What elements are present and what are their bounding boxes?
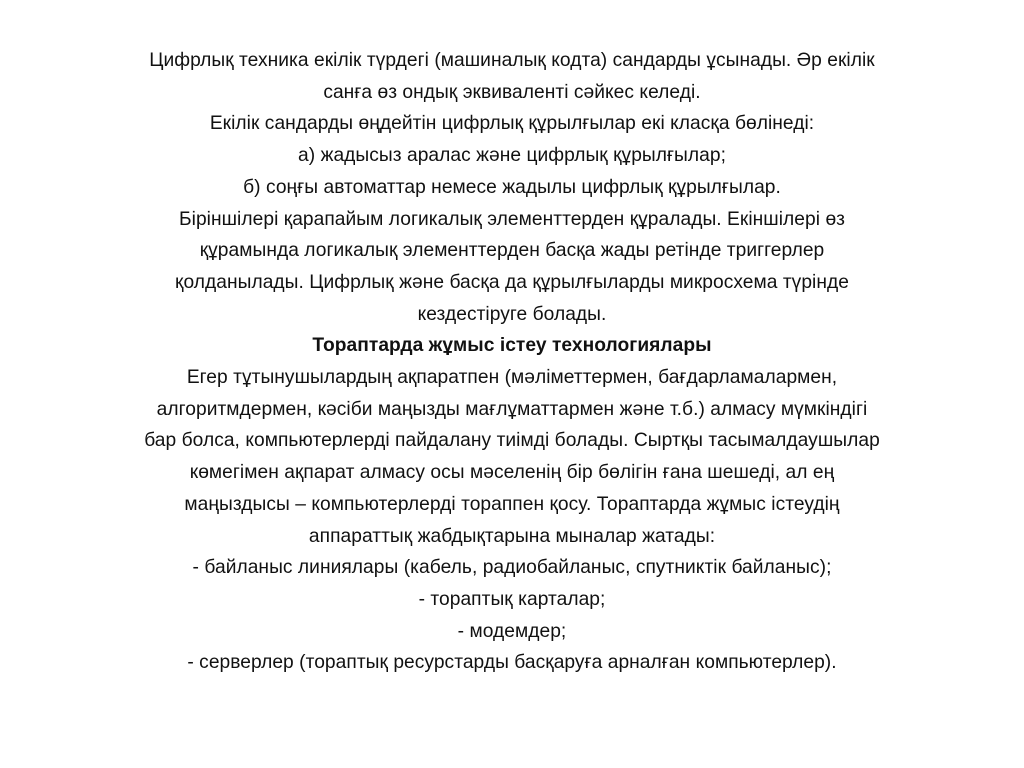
text-line: Екілік сандарды өңдейтін цифрлық құрылғылар екі класқа бөлінеді: bbox=[209, 113, 815, 135]
text-line: Цифрлық техника екілік түрдегі (машиналық кодта) сандарды ұсынады. Әр екілік bbox=[149, 50, 875, 71]
text-line: бар болса, компьютерлерді пайдалану тиімді болады. Сыртқы тасымалдаушылар bbox=[144, 430, 880, 452]
text-line: көмегімен ақпарат алмасу осы мәселенің бір бөлігін ғана шешеді, ал ең bbox=[189, 462, 835, 484]
text-line: санға өз ондық эквиваленті сәйкес келеді. bbox=[323, 81, 701, 103]
text-line: қолданылады. Цифрлық және басқа да құрылғыларды микросхема түрінде bbox=[175, 271, 849, 293]
text-line: аппараттық жабдықтарына мыналар жатады: bbox=[308, 525, 716, 547]
text-line: кездестіруге болады. bbox=[417, 303, 607, 325]
list-item: - модемдер; bbox=[457, 620, 567, 642]
text-line: алгоритмдермен, кәсіби маңызды мағлұматтармен және т.б.) алмасу мүмкіндігі bbox=[156, 398, 868, 420]
text-line: маңыздысы – компьютерлерді тораппен қосу. Тораптарда жұмыс істеудің bbox=[184, 493, 840, 515]
text-line: Егер тұтынушылардың ақпаратпен (мәліметтермен, бағдарламалармен, bbox=[186, 367, 838, 389]
list-item: - серверлер (тораптық ресурстарды басқаруға арналған компьютерлер). bbox=[187, 652, 837, 674]
list-item: - байланыс линиялары (кабель, радиобайланыс, спутниктік байланыс); bbox=[192, 557, 832, 579]
list-item: а) жадысыз аралас және цифрлық құрылғылар; bbox=[298, 145, 726, 167]
list-item: б) соңғы автоматтар немесе жадылы цифрлық құрылғылар. bbox=[243, 176, 781, 198]
section-heading: Тораптарда жұмыс істеу технологиялары bbox=[312, 335, 712, 357]
text-line: құрамында логикалық элементтерден басқа жады ретінде триггерлер bbox=[199, 240, 825, 262]
text-line: Біріншілері қарапайым логикалық элементтерден құралады. Екіншілері өз bbox=[178, 208, 846, 230]
slide-text-body bbox=[40, 45, 984, 679]
list-item: - тораптық карталар; bbox=[418, 588, 606, 610]
